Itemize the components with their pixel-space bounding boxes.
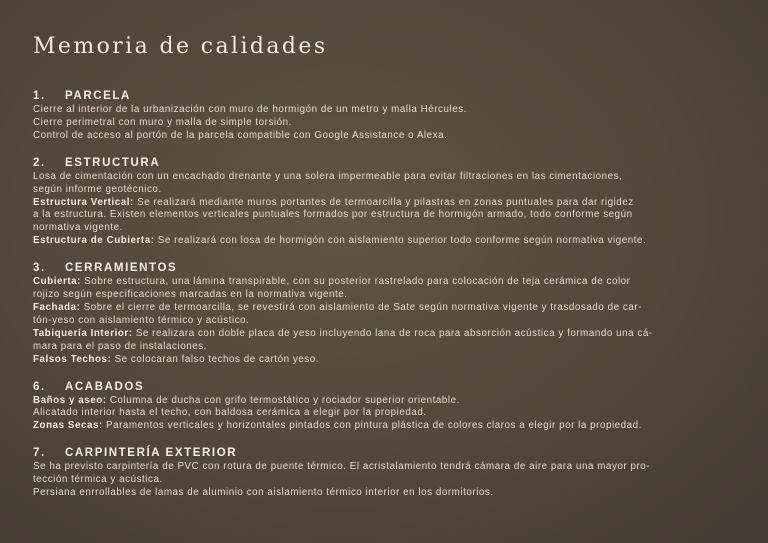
text-line: según informe geotécnico. xyxy=(33,183,162,195)
text-line: Cubierta: Sobre estructura, una lámina transpirable, con su posterior rastrelado para colocación de teja cerámica de color xyxy=(33,276,631,288)
section-acabados xyxy=(33,380,745,434)
text-line: Tabiquería Interior: Se realizara con doble placa de yeso incluyendo lana de roca para absorción acústica y formando una cá- xyxy=(33,327,653,339)
section-heading xyxy=(33,89,745,103)
section-number: 1. xyxy=(33,90,46,102)
text-line: Alicatado interior hasta el techo, con baldosa cerámica a elegir por la propiedad. xyxy=(33,407,427,419)
text-line: normativa vigente. xyxy=(33,222,123,234)
line-label: Cubierta: xyxy=(33,276,81,288)
text-line: Cierre perimetral con muro y malla de simple torsión. xyxy=(33,116,292,128)
text-line: tección térmica y acústica. xyxy=(33,474,163,486)
text-line: Zonas Secas: Paramentos verticales y horizontales pintados con pintura plástica de colores claros a elegir por la propiedad. xyxy=(33,420,642,432)
text-line: Fachada: Sobre el cierre de termoarcilla, se revestirá con aislamiento de Sate según normativa vigente y trasdosado de car- xyxy=(33,301,642,313)
line-label: Baños y aseo: xyxy=(33,394,107,406)
section-heading xyxy=(33,446,745,460)
text-line: Losa de cimentación con un encachado drenante y una solera impermeable para evitar filtraciones en las cimentaciones, xyxy=(33,170,623,182)
section-heading xyxy=(33,156,745,170)
section-number: 7. xyxy=(33,447,46,460)
content xyxy=(33,89,745,513)
text-line: Persiana enrrollables de lamas de aluminio con aislamiento térmico interior en los dormitorios. xyxy=(33,487,494,499)
line-label: Zonas Secas: xyxy=(33,420,103,432)
text-line: Se ha previsto carpintería de PVC con rotura de puente térmico. El acristalamiento tendrá cámara de aire para una mayor pro- xyxy=(33,461,651,473)
text-line: tón-yeso con aislamiento térmico y acústico. xyxy=(33,314,250,326)
section-number: 3. xyxy=(33,262,46,275)
line-label: Tabiquería Interior: xyxy=(33,327,133,339)
text-line: mara para el paso de instalaciones. xyxy=(33,340,207,352)
section-heading xyxy=(33,380,745,394)
text-line: Baños y aseo: Columna de ducha con grifo termostático y rociador superior orientable. xyxy=(33,394,460,406)
section-title: PARCELA xyxy=(65,90,131,102)
section-title: ACABADOS xyxy=(65,380,145,393)
section-number: 2. xyxy=(33,156,46,169)
text-line: Cierre al interior de la urbanización con muro de hormigón de un metro y malla Hércules. xyxy=(33,104,467,115)
text-line: Control de acceso al portón de la parcela compatible con Google Assistance o Alexa. xyxy=(33,129,448,141)
section-number: 6. xyxy=(33,380,46,393)
section-heading xyxy=(33,261,745,275)
text-line: Estructura de Cubierta: Se realizará con losa de hormigón con aislamiento superior todo conforme según normativa vigente. xyxy=(33,235,647,247)
section-estructura xyxy=(33,156,745,248)
text-line: Estructura Vertical: Se realizará mediante muros portantes de termoarcilla y pilastras en zonas puntuales para dar rigidez xyxy=(33,196,634,208)
line-label: Fachada: xyxy=(33,301,81,313)
section-title: CARPINTERÍA EXTERIOR xyxy=(65,447,238,460)
text-line: Falsos Techos: Se colocaran falso techos de cartón yeso. xyxy=(33,353,320,365)
line-label: Estructura Vertical: xyxy=(33,196,134,208)
text-line: rojizo según especificaciones marcadas en la normativa vigente. xyxy=(33,289,348,301)
section-carpinteria-exterior xyxy=(33,446,745,500)
section-title: CERRAMIENTOS xyxy=(65,262,178,275)
section-cerramientos xyxy=(33,261,745,366)
line-label: Falsos Techos: xyxy=(33,353,112,365)
section-parcela xyxy=(33,89,745,143)
section-title: ESTRUCTURA xyxy=(65,156,161,169)
page-title: Memoria de calidades xyxy=(33,34,328,59)
line-label: Estructura de Cubierta: xyxy=(33,235,155,247)
text-line: a la estructura. Existen elementos verticales puntuales formados por estructura de hormigón armado, todo conforme según xyxy=(33,209,633,221)
